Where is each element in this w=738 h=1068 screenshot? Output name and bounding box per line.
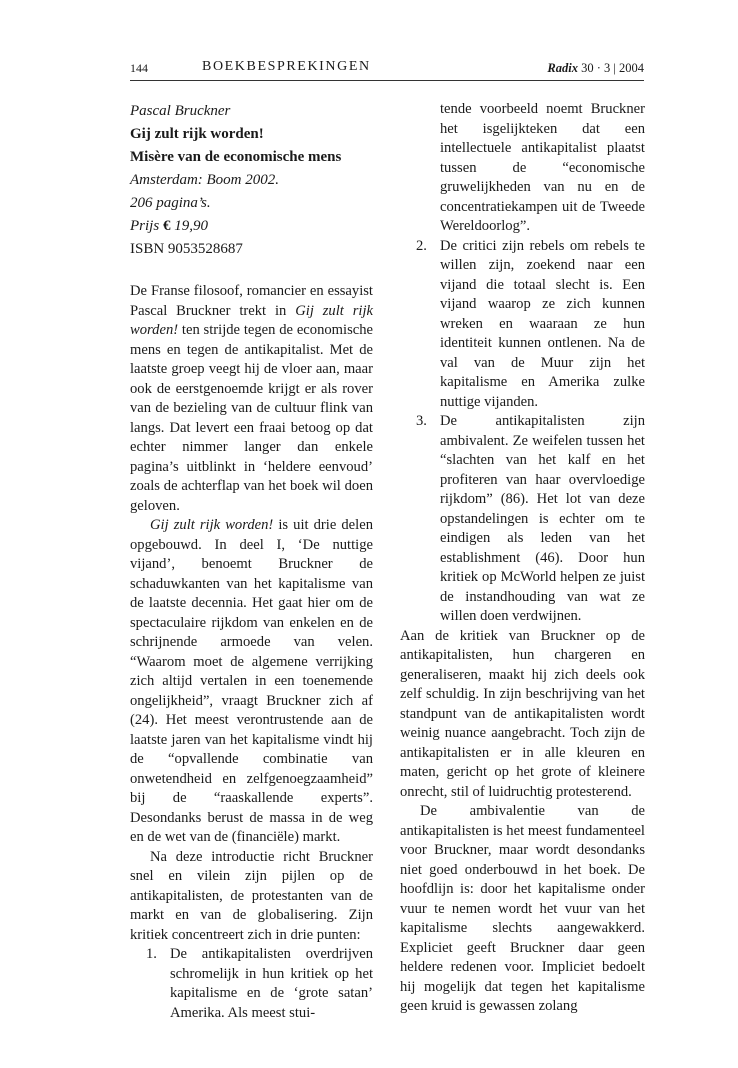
list-number: 2. — [416, 237, 427, 254]
page-header — [130, 58, 644, 81]
paragraph-intro — [130, 282, 373, 516]
list-number: 1. — [146, 946, 157, 962]
journal-name: Radix — [547, 61, 578, 75]
critique-list — [130, 945, 373, 1023]
paragraph-structure — [130, 516, 373, 848]
list-item-text: De critici zijn rebels om rebels te willen zijn, zoekend naar een vijand die totaal slecht is. Een vijand waarop ze zich kunnen wreken en waaraan ze hun identiteit kunnen ontlenen. Na de val van de Muur zijn het kapitalisme en Amerika zulke nuttige vijanden. — [440, 237, 645, 410]
book-pages: 206 pagina’s. — [130, 195, 211, 211]
paragraph-text: is uit drie delen opgebouwd. In deel I, ‘De nuttige vijand’, benoemt Bruckner de schaduwkanten van het kapitalisme van de laatste decennia. Het gaat hier om de spectaculaire rijkdom van enkelen en de schrijnende armoede van velen. “Waarom moet de algemene verrijking zich altijd vertalen in een toenemende ongelijkheid”, vraagt Bruckner zich af (24). Het meest verontrustende aan de laatste jaren van het kapitalisme vindt hij de “opvallende combinatie van onwetendheid en zelfgenoegzaamheid” bij de “raaskallende experts”. Desondanks berust de massa in de weg en de wet van de (financiële) markt. — [130, 517, 373, 845]
euro-symbol: € — [162, 218, 171, 234]
page-number: 144 — [130, 61, 148, 75]
book-title: Gij zult rijk worden! — [130, 126, 264, 142]
journal-issue: 30 · 3 | 2004 — [581, 61, 644, 75]
list-item-continued: tende voorbeeld noemt Bruckner het isgelijkteken dat een intellectuele antikapitalist plaatst tussen de “economische gruwelijkheden van nu en de concentratiekampen uit de Tweede Wereldoorlog”. — [440, 101, 645, 234]
book-author: Pascal Bruckner — [130, 103, 231, 119]
price-value: 19,90 — [174, 218, 208, 234]
book-title-inline: Gij zult rijk worden! — [130, 302, 373, 338]
price-label: Prijs — [130, 218, 160, 234]
paragraph-text: De Franse filosoof, romancier en essayist Pascal Bruckner trekt in — [130, 283, 373, 319]
paragraph-critique-of-bruckner: Aan de kritiek van Bruckner op de antikapitalisten, hun chargeren en generaliseren, maakt hij zich deels ook zelf schuldig. In zijn beschrijving van het standpunt van de antikapitalisten wordt weinig nuance aangebracht. Toch zijn de antikapitalisten er in alle kleuren en maten, gericht op het grote of kleinere onrecht, stil of luidruchtig protesterend. — [400, 627, 645, 800]
list-item — [400, 412, 645, 627]
paragraph-text: ten strijde tegen de economische mens en tegen de antikapitalist. Met de laatste groep veegt hij de vloer aan, maar ook de eerstgenoemde krijgt er als rover van de bezieling van de cultuur flink van langs. Dat levert een fraai betoog op dat echter nimmer langer dan enkele pagina’s uitblinkt in ‘heldere eenvoud’ zoals de achterflap van het boek wil doen geloven. — [130, 322, 373, 514]
book-title-inline: Gij zult rijk worden! — [150, 517, 274, 533]
list-item — [130, 945, 373, 1023]
book-metadata — [130, 100, 373, 261]
list-number: 3. — [416, 413, 427, 429]
book-price — [130, 215, 373, 238]
paragraph-introduction-critique: Na deze introductie richt Bruckner snel en vilein zijn pijlen op de antikapitalisten, de protestanten van de markt en van de globalisering. Zijn kritiek concentreert zich in drie punten: — [130, 848, 373, 943]
list-item-text: De antikapitalisten overdrijven schromelijk in hun kritiek op het kapitalisme en de ‘grote satan’ Amerika. Als meest stui- — [170, 946, 373, 1021]
section-title: BOEKBESPREKINGEN — [202, 59, 371, 74]
critique-list-continued — [400, 237, 645, 627]
journal-reference — [547, 61, 644, 76]
right-column — [400, 100, 645, 1017]
left-column — [130, 100, 373, 1023]
book-subtitle: Misère van de economische mens — [130, 149, 342, 165]
paragraph-ambivalence: De ambivalentie van de antikapitalisten is het meest fundamenteel voor Bruckner, maar wordt desondanks niet goed onderbouwd in het boek. De hoofdlijn is: door het kapitalisme onder vuur te nemen wordt het vuur van het kapitalisme slechts aangewakkerd. Expliciet geeft Bruckner daar geen heldere redenen voor. Impliciet bedoelt hij mogelijk dat tegen het kapitalisme geen kruid is gewassen zolang — [400, 803, 645, 1014]
book-isbn: ISBN 9053528687 — [130, 241, 243, 257]
book-publication: Amsterdam: Boom 2002. — [130, 172, 280, 188]
list-item-text: De antikapitalisten zijn ambivalent. Ze weifelen tussen het “slachten van het kalf en het profiteren van haar overvloedige rijkdom” (86). Het lot van deze opstandelingen is echter om te eindigen als leden van het establishment (46). Door hun kritiek op McWorld helpen ze juist de instandhouding van wat ze willen doen verdwijnen. — [440, 413, 645, 624]
list-item — [400, 237, 645, 413]
